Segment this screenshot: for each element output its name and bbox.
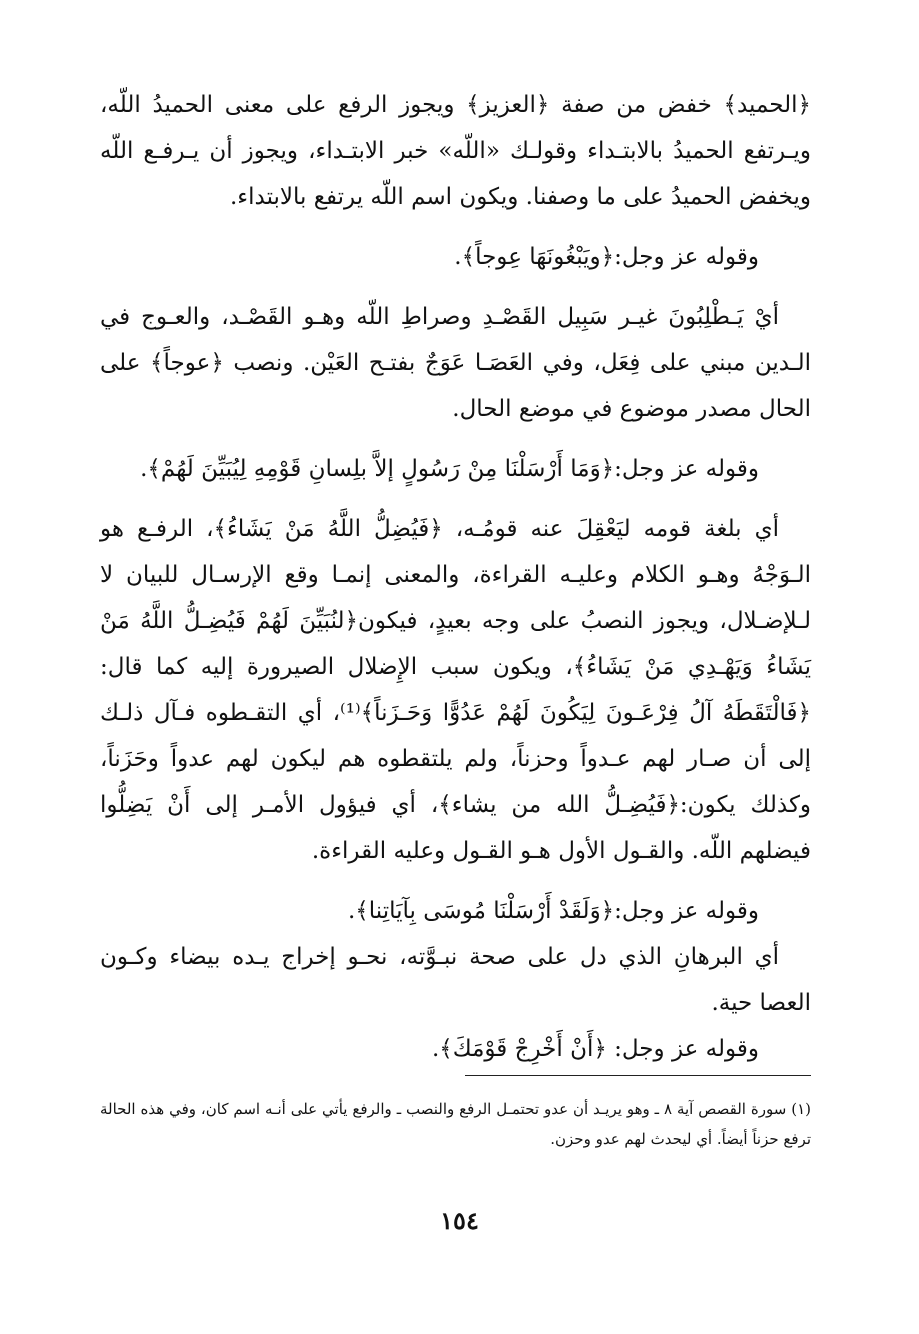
footnotes [100, 1094, 811, 1154]
paragraph-iwaj-explanation: أيْ يَـطْلِبُونَ غيـر سَبِيل القَصْـدِ وصراطِ اللّه وهـو القَصْـد، والعـوج في الـدين مبني على فِعَل، وفي العَصَـا عَوَجٌ بفتـح العَيْن. ونصب ﴿عوجاً﴾ على الحال مصدر موضوع في موضع الحال. [100, 304, 811, 422]
quote-yabghunaha: وقوله عز وجل:﴿ويَبْغُونَهَا عِوجاً﴾. [454, 244, 759, 270]
paragraph-balagha-qawmih: أي بلغة قومه ليَعْقِلَ عنه قومُـه، ﴿فَيُضِلُّ اللَّهُ مَنْ يَشَاءُ﴾، الرفـع هو الـوَجْهُ وهـو الكلام وعليـه القراءة، والمعنى إنمـا وقع الإرسـال للبيان لا لـلإضـلال، ويجوز النصبُ على وجه بعيدٍ، فيكون﴿لنُبَيِّنَ لَهُمْ فَيُضِـلُّ اللَّهُ مَنْ يَشَاءُ وَيَهْـدِي مَنْ يَشَاءُ﴾، ويكون سبب الإِضلال الصيرورة إليه كما قال: ﴿فَالْتَقَطَهُ آلُ فِرْعَـونَ لِيَكُونَ لَهُمْ عَدُوًّا وَحَـزَناً﴾⁽¹⁾، أي التقـطوه فـآل ذلـك إلى أن صـار لهم عـدواً وحزناً، ولم يلتقطوه هم ليكون لهم عدواً وحَزَناً، وكذلك يكون:﴿فَيُضِـلُّ الله من يشاء﴾، أي فيؤول الأمـر إلى أَنْ يَضِلُّوا فيضلهم اللّه. والقـول الأول هـو القـول وعليه القراءة. [100, 516, 811, 864]
paragraph-burhan: أي البرهانِ الذي دل على صحة نبـوَّته، نحـو إخراج يـده بيضاء وكـون العصا حية. [100, 944, 811, 1016]
quote-wama-arsalna: وقوله عز وجل:﴿وَمَا أَرْسَلْنَا مِنْ رَسُولٍ إلاَّ بلِسانِ قَوْمِهِ لِيُبَيِّنَ لَهُمْ﴾. [140, 456, 759, 482]
quote-akhrij-qawmak: وقوله عز وجل: ﴿أَنْ أَخْرِجْ قَوْمَكَ﴾. [431, 1036, 759, 1062]
quote-musa-ayatina: وقوله عز وجل:﴿وَلَقَدْ أَرْسَلْنَا مُوسَى بِآيَاتِنا﴾. [347, 898, 759, 924]
footnote-divider [465, 1075, 811, 1076]
page-number: ١٥٤ [440, 1206, 479, 1235]
footnote-1: (١) سورة القصص آية ٨ ـ وهو يريـد أن عدو تحتمـل الرفع والنصب ـ والرفع يأتي على أنـه اسم كان، وفي هذه الحالة ترفع حزناً أيضاً. أي ليحدث لهم عدو وحزن. [100, 1100, 811, 1148]
paragraph-hamid-grammar: ﴿الحميد﴾ خفض من صفة ﴿العزيز﴾ ويجوز الرفع على معنى الحميدُ اللّه، ويـرتفع الحميدُ بالابتـداء وقولـك «اللّه» خبر الابتـداء، ويجوز أن يـرفـع اللّه ويخفض الحميدُ على ما وصفنا. ويكون اسم اللّه يرتفع بالابتداء. [100, 92, 811, 210]
main-text [100, 82, 811, 1072]
